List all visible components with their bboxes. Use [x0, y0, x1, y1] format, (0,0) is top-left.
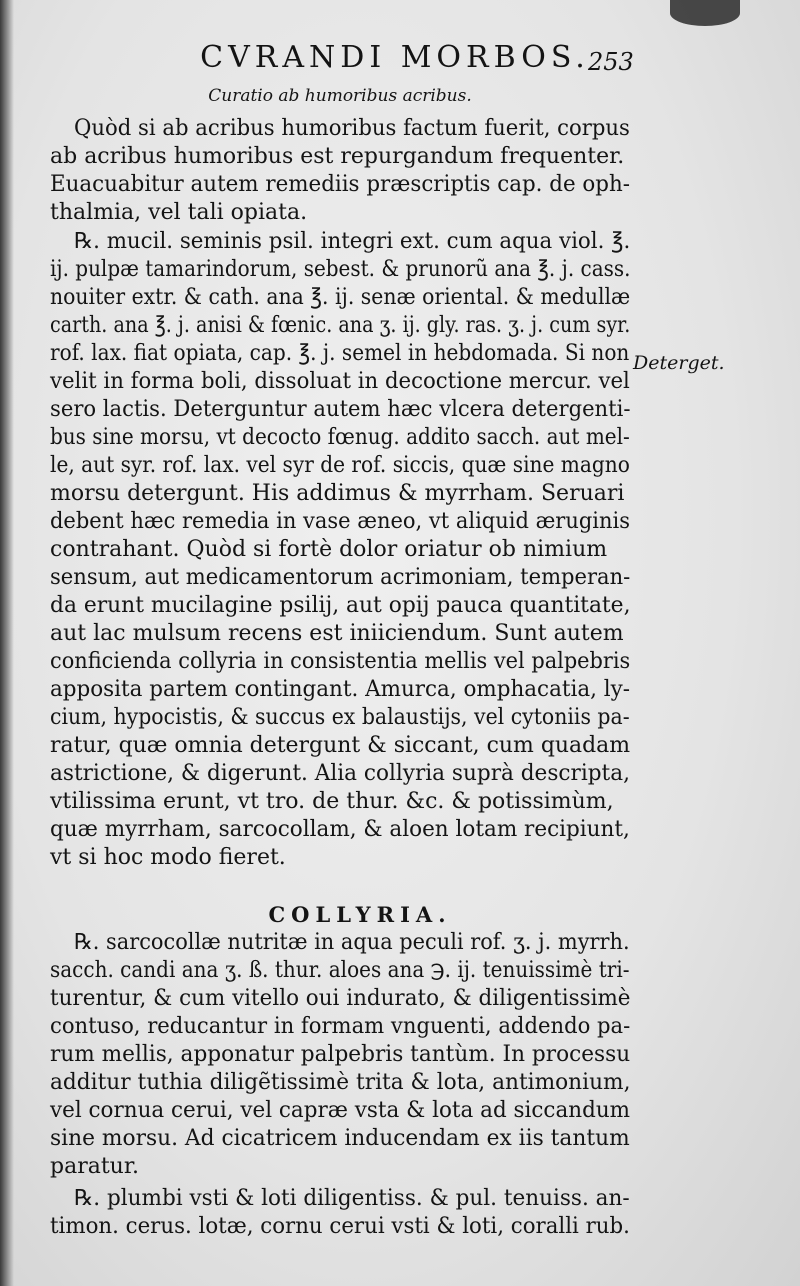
text-line: sensum, aut medicamentorum acrimoniam, temperan-: [50, 565, 631, 590]
text-line: turentur, & cum vitello oui indurato, & diligentissimè: [50, 986, 631, 1011]
text-line: le, aut syr. rof. lax. vel syr de rof. siccis, quæ sine magno: [50, 453, 630, 478]
text-line: carth. ana ℥. j. anisi & fœnic. ana ʒ. ij. gly. ras. ʒ. j. cum syr.: [50, 313, 631, 338]
text-line: thalmia, vel tali opiata.: [50, 200, 308, 225]
text-line: da erunt mucilagine psilij, aut opij pauca quantitate,: [50, 593, 631, 618]
text-line: vt si hoc modo fieret.: [50, 845, 286, 870]
page-edge-shadow: [0, 0, 14, 1286]
text-line: cium, hypocistis, & succus ex balaustijs, vel cytoniis pa-: [50, 705, 630, 730]
text-line: sine morsu. Ad cicatricem inducendam ex iis tantum: [50, 1126, 630, 1151]
text-line: additur tuthia diligẽtissimè trita & lota, antimonium,: [50, 1070, 631, 1095]
text-line: vel cornua cerui, vel capræ vsta & lota ad siccandum: [50, 1098, 631, 1123]
text-line: ℞. plumbi vsti & loti diligentiss. & pul. tenuiss. an-: [74, 1186, 630, 1211]
page-number: 253: [588, 48, 634, 76]
text-line: timon. cerus. lotæ, cornu cerui vsti & loti, coralli rub.: [50, 1214, 630, 1239]
text-line: aut lac mulsum recens est iniiciendum. Sunt autem: [50, 621, 624, 646]
text-line: rof. lax. fiat opiata, cap. ℥. j. semel in hebdomada. Si non: [50, 341, 630, 366]
text-line: ij. pulpæ tamarindorum, sebest. & prunorũ ana ℥. j. cass.: [50, 257, 631, 282]
section-title: COLLYRIA.: [268, 902, 452, 927]
text-line: Quòd si ab acribus humoribus factum fuerit, corpus: [74, 116, 630, 141]
text-line: contuso, reducantur in formam vnguenti, addendo pa-: [50, 1014, 631, 1039]
text-line: sero lactis. Deterguntur autem hæc vlcera detergenti-: [50, 397, 631, 422]
text-line: paratur.: [50, 1154, 139, 1179]
text-line: sacch. candi ana ʒ. ß. thur. aloes ana ℈. ij. tenuissimè tri-: [50, 958, 630, 983]
text-line: rum mellis, apponatur palpebris tantùm. In processu: [50, 1042, 631, 1067]
text-line: vtilissima erunt, vt tro. de thur. &c. & potissimùm,: [50, 789, 614, 814]
ink-stain: [670, 0, 740, 26]
text-line: quæ myrrham, sarcocollam, & aloen lotam recipiunt,: [50, 817, 630, 842]
subheading: Curatio ab humoribus acribus.: [208, 86, 472, 106]
text-line: astrictione, & digerunt. Alia collyria suprà descripta,: [50, 761, 630, 786]
text-line: nouiter extr. & cath. ana ℥. ij. senæ oriental. & medullæ: [50, 285, 631, 310]
margin-note: Deterget.: [633, 352, 725, 374]
text-line: bus sine morsu, vt decocto fœnug. addito sacch. aut mel-: [50, 425, 630, 450]
text-line: apposita partem contingant. Amurca, omphacatia, ly-: [50, 677, 630, 702]
text-line: ℞. mucil. seminis psil. integri ext. cum aqua viol. ℥.: [74, 229, 631, 254]
text-line: Euacuabitur autem remediis præscriptis cap. de oph-: [50, 172, 630, 197]
text-line: debent hæc remedia in vase æneo, vt aliquid æruginis: [50, 509, 631, 534]
text-line: ab acribus humoribus est repurgandum frequenter.: [50, 144, 625, 169]
text-line: ℞. sarcocollæ nutritæ in aqua peculi rof. ʒ. j. myrrh.: [74, 930, 630, 955]
text-line: ratur, quæ omnia detergunt & siccant, cum quadam: [50, 733, 631, 758]
text-line: contrahant. Quòd si fortè dolor oriatur ob nimium: [50, 537, 608, 562]
running-head: CVRANDI MORBOS.: [200, 40, 590, 75]
text-line: conficienda collyria in consistentia mellis vel palpebris: [50, 649, 631, 674]
text-line: morsu detergunt. His addimus & myrrham. Seruari: [50, 481, 625, 506]
text-line: velit in forma boli, dissoluat in decoctione mercur. vel: [50, 369, 630, 394]
